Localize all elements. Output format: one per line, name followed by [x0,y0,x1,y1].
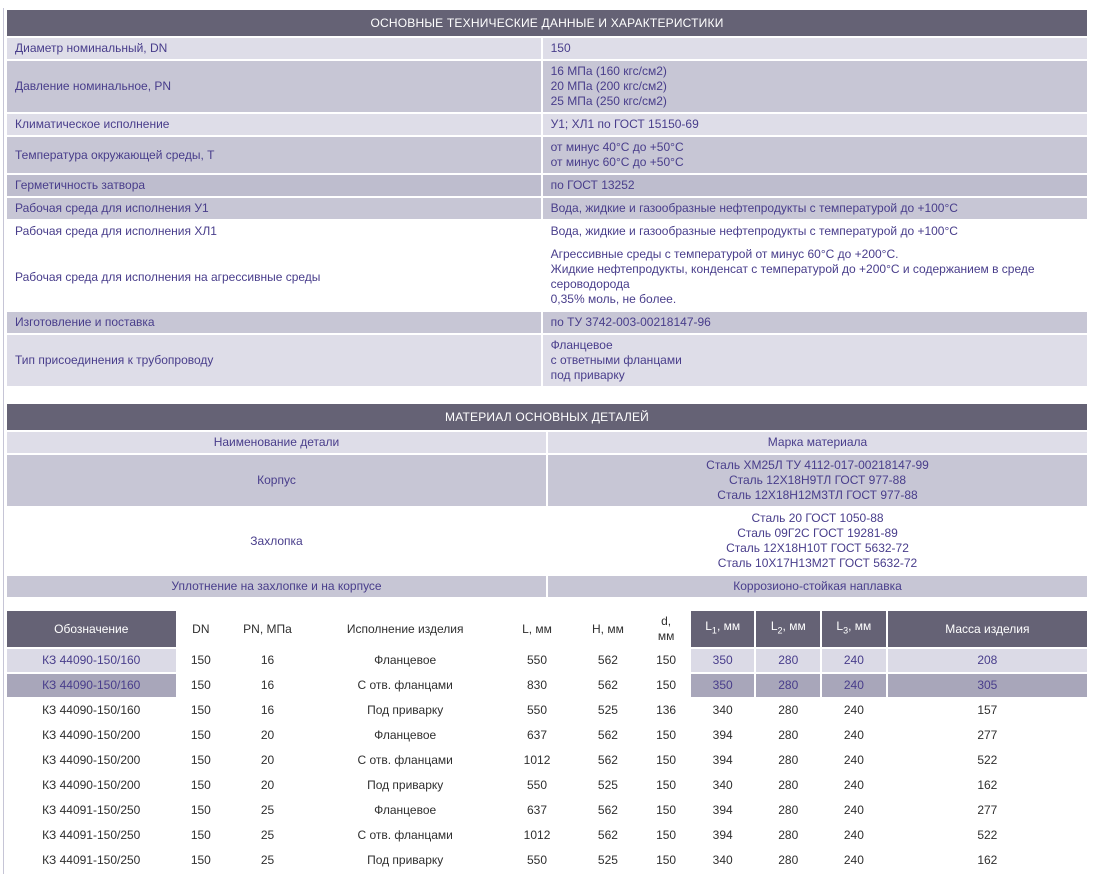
spec-label: Рабочая среда для исполнения У1 [7,198,541,219]
material-grades [548,576,1087,597]
dimension-cell: 830 [527,678,548,692]
value-line: с ответными фланцами [550,353,682,367]
value-line: от минус 40°С до +50°С [550,140,684,154]
column-header: $L_3$, мм [822,611,886,647]
dimension-cell: 25 [260,828,275,842]
value-line: Жидкие нефтепродукты, конденсат с температурой до +200°С и содержанием в среде сероводорода [550,262,1035,291]
dimension-cell: 240 [843,853,864,867]
dimension-cell: 637 [527,728,548,742]
dimension-cell: 150 [656,828,677,842]
dimension-cell: 240 [822,674,886,697]
value-line: по ТУ 3742-003-00218147-96 [550,315,711,329]
spec-label: Температура окружающей среды, Т [7,137,541,173]
dimension-cell: 150 [190,678,211,692]
dimension-cell: 525 [597,703,618,717]
table-row [7,38,1087,59]
table-row [7,724,1087,747]
dimension-cell: 394 [712,753,733,767]
dimension-cell: 240 [843,753,864,767]
dimension-cell: 340 [712,853,733,867]
dimension-cell: 150 [190,703,211,717]
spec-value [543,244,1087,310]
table-row [7,799,1087,822]
detail-name: Уплотнение на захлопке и на корпусе [7,576,546,597]
dimension-cell: 240 [843,828,864,842]
tech-table-title: ОСНОВНЫЕ ТЕХНИЧЕСКИЕ ДАННЫЕ И ХАРАКТЕРИСТИКИ [7,10,1087,36]
dimension-cell: 16 [260,653,275,667]
dimension-cell: 16 [260,678,275,692]
dimension-cell: 136 [656,703,677,717]
value-line: Сталь 12Х18Н12М3ТЛ ГОСТ 977-88 [717,488,918,502]
dimensions-table [5,609,1089,874]
material-grades [548,455,1087,506]
spec-value [543,137,1087,173]
table-row [7,61,1087,112]
spec-label: Климатическое исполнение [7,114,541,135]
table-row [7,649,1087,672]
dimension-cell: 550 [527,778,548,792]
dimension-cell: 25 [260,853,275,867]
table-row [7,221,1087,242]
dimension-cell: 562 [597,678,618,692]
dimension-cell: 340 [712,703,733,717]
dimension-cell: 150 [190,778,211,792]
dimension-cell: Под приварку [367,853,444,867]
value-line: под приварку [550,368,625,382]
dimension-cell: 305 [888,674,1087,697]
material-grades [548,508,1087,574]
value-line: от минус 60°С до +50°С [550,155,684,169]
dimension-cell: 1012 [523,753,551,767]
spec-value [543,335,1087,386]
dimension-cell: 550 [527,853,548,867]
dimension-cell: 280 [778,703,799,717]
dimension-cell: 394 [712,803,733,817]
spec-label: Тип присоединения к трубопроводу [7,335,541,386]
designation-cell: КЗ 44090-150/200 [42,728,141,742]
dimension-cell: 522 [977,753,998,767]
dimension-cell: 280 [778,828,799,842]
table-row [7,455,1087,506]
dimension-cell: С отв. фланцами [357,828,453,842]
dimension-cell: 25 [260,803,275,817]
dimension-cell: 240 [843,703,864,717]
dimension-cell: 340 [712,778,733,792]
spec-value [543,312,1087,333]
table-row [7,824,1087,847]
tech-table-body [7,38,1087,386]
dimension-cell: 150 [190,653,211,667]
spec-label: Герметичность затвора [7,175,541,196]
dimension-cell: 1012 [523,828,551,842]
dimension-cell: 157 [977,703,998,717]
table-row [7,749,1087,772]
spec-label: Рабочая среда для исполнения на агрессивные среды [7,244,541,310]
value-line: У1; ХЛ1 по ГОСТ 15150-69 [550,117,699,131]
dimension-cell: 150 [190,728,211,742]
spec-label: Изготовление и поставка [7,312,541,333]
spec-value [543,114,1087,135]
column-header: PN, МПа [226,611,309,647]
value-line: 0,35% моль, не более. [550,292,677,306]
column-header: DN [178,611,225,647]
dimensions-table-body [7,649,1087,872]
page-content [3,8,1091,874]
value-line: Сталь 12Х18Н9ТЛ ГОСТ 977-88 [728,473,907,487]
column-header: $L_1$, мм [691,611,755,647]
table-row [7,335,1087,386]
value-line: 20 МПа (200 кгс/см2) [550,79,667,93]
dimension-cell: 280 [778,853,799,867]
spec-value [543,175,1087,196]
dimension-cell: 150 [190,753,211,767]
table-title-row [7,10,1087,36]
column-header: Масса изделия [888,611,1087,647]
designation-cell: КЗ 44091-150/250 [42,803,141,817]
dimension-cell: 280 [756,674,820,697]
table-row [7,774,1087,797]
dimension-cell: 562 [597,653,618,667]
tech-data-table [5,8,1089,388]
dimension-cell: 240 [843,778,864,792]
designation-cell: КЗ 44090-150/160 [7,674,176,697]
dimension-cell: С отв. фланцами [357,753,453,767]
dimension-cell: 550 [527,653,548,667]
column-header: Обозначение [7,611,176,647]
dimension-cell: 162 [977,853,998,867]
dimension-cell: 562 [597,803,618,817]
spec-value [543,38,1087,59]
dimension-cell: 277 [977,728,998,742]
table-row [7,244,1087,310]
dimension-cell: 20 [260,778,275,792]
table-row [7,198,1087,219]
value-line: Сталь 09Г2С ГОСТ 19281-89 [737,526,898,540]
spec-value [543,221,1087,242]
designation-cell: КЗ 44091-150/250 [42,853,141,867]
value-line: 25 МПа (250 кгс/см2) [550,94,667,108]
table-row [7,849,1087,872]
dimension-cell: Фланцевое [374,728,437,742]
dimension-cell: 150 [656,753,677,767]
dimension-cell: С отв. фланцами [357,678,453,692]
column-header-row [7,611,1087,647]
section-gap [5,599,1091,609]
dimension-cell: Под приварку [367,778,444,792]
dimension-cell: 150 [656,853,677,867]
table-row [7,312,1087,333]
dimension-cell: 522 [977,828,998,842]
dimension-cell: Фланцевое [374,803,437,817]
dimension-cell: 280 [778,753,799,767]
dimension-cell: 637 [527,803,548,817]
value-line: Фланцевое [550,338,613,352]
dimension-cell: 150 [656,803,677,817]
table-row [7,674,1087,697]
dimension-cell: 208 [888,649,1087,672]
table-title-row [7,404,1087,430]
dimension-cell: 562 [597,753,618,767]
dimension-cell: 240 [843,728,864,742]
value-line: Сталь 12Х18Н10Т ГОСТ 5632-72 [726,541,909,555]
spec-value [543,198,1087,219]
table-row [7,508,1087,574]
dimension-cell: 16 [260,703,275,717]
column-header: $L_2$, мм [756,611,820,647]
column-header: L, мм [502,611,573,647]
table-row [7,137,1087,173]
value-line: Коррозионо-стойкая наплавка [733,579,902,593]
materials-table-body [7,455,1087,597]
value-line: Вода, жидкие и газообразные нефтепродукты с температурой до +100°С [550,201,958,215]
dimension-cell: 525 [597,853,618,867]
column-header-detail-name: Наименование детали [7,432,546,453]
materials-table [5,402,1089,599]
dimension-cell: Под приварку [367,703,444,717]
dimension-cell: 20 [260,728,275,742]
dimension-cell: 280 [756,649,820,672]
dimension-cell: 150 [656,728,677,742]
dimension-cell: 280 [778,778,799,792]
spec-label: Диаметр номинальный, DN [7,38,541,59]
dimension-cell: 277 [977,803,998,817]
value-line: 150 [550,41,571,55]
designation-cell: КЗ 44090-150/160 [42,703,141,717]
dimension-cell: 394 [712,728,733,742]
column-header-row [7,432,1087,453]
value-line: Вода, жидкие и газообразные нефтепродукты с температурой до +100°С [550,224,958,238]
table-row [7,114,1087,135]
value-line: Сталь ХМ25Л ТУ 4112-017-00218147-99 [706,458,929,472]
value-line: Сталь 20 ГОСТ 1050-88 [751,511,884,525]
designation-cell: КЗ 44090-150/200 [42,753,141,767]
dimension-cell: 240 [822,649,886,672]
dimension-cell: 150 [656,678,677,692]
value-line: Сталь 10Х17Н13М2Т ГОСТ 5632-72 [717,556,918,570]
dimension-cell: 525 [597,778,618,792]
materials-table-title: МАТЕРИАЛ ОСНОВНЫХ ДЕТАЛЕЙ [7,404,1087,430]
spec-value [543,61,1087,112]
detail-name: Корпус [7,455,546,506]
dimension-cell: 162 [977,778,998,792]
dimension-cell: 280 [778,803,799,817]
dimension-cell: 280 [778,728,799,742]
spec-label: Рабочая среда для исполнения ХЛ1 [7,221,541,242]
designation-cell: КЗ 44091-150/250 [42,828,141,842]
dimension-cell: 550 [527,703,548,717]
table-row [7,576,1087,597]
column-header: d, мм [643,611,689,647]
dimension-cell: Фланцевое [374,653,437,667]
value-line: Агрессивные среды с температурой от минус 60°С до +200°С. [550,247,899,261]
dimension-cell: 562 [597,728,618,742]
dimension-cell: 150 [190,828,211,842]
detail-name: Захлопка [7,508,546,574]
value-line: 16 МПа (160 кгс/см2) [550,64,667,78]
column-header: H, мм [575,611,642,647]
dimension-cell: 150 [656,778,677,792]
dimension-cell: 150 [656,653,677,667]
value-line: по ГОСТ 13252 [550,178,635,192]
dimension-cell: 350 [691,674,755,697]
designation-cell: КЗ 44090-150/200 [42,778,141,792]
spec-label: Давление номинальное, PN [7,61,541,112]
section-gap [5,388,1091,402]
column-header: Исполнение изделия [311,611,500,647]
column-header-material-grade: Марка материала [548,432,1087,453]
dimension-cell: 20 [260,753,275,767]
dimension-cell: 150 [190,803,211,817]
dimension-cell: 394 [712,828,733,842]
dimension-cell: 240 [843,803,864,817]
dimension-cell: 562 [597,828,618,842]
dimension-cell: 350 [691,649,755,672]
dimension-cell: 150 [190,853,211,867]
table-row [7,175,1087,196]
designation-cell: КЗ 44090-150/160 [7,649,176,672]
table-row [7,699,1087,722]
